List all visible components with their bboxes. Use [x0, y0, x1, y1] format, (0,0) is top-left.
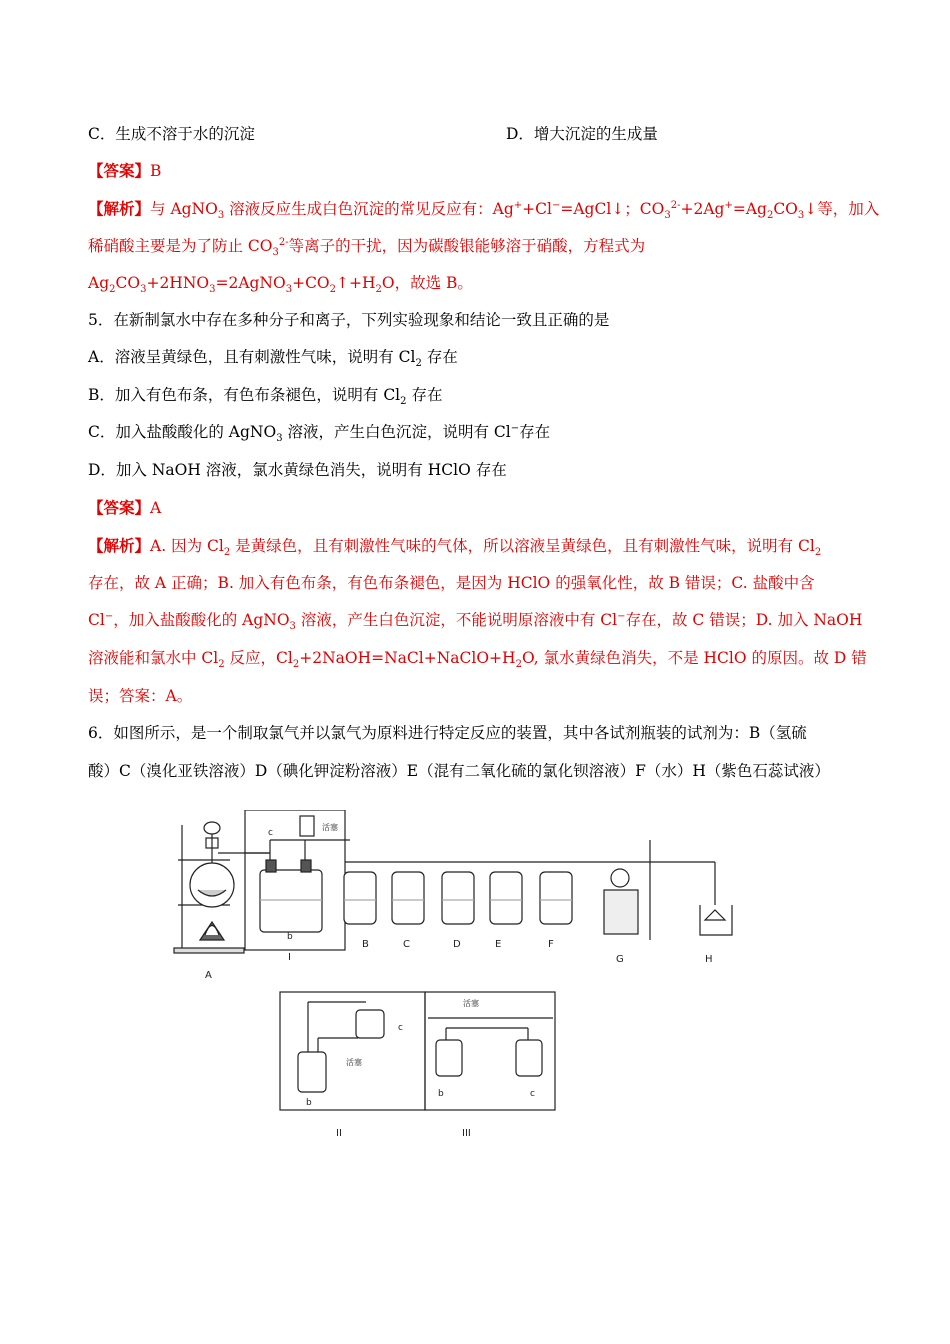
- label-a: A: [205, 970, 212, 981]
- q4-option-d: D．增大沉淀的生成量: [506, 125, 658, 143]
- apparatus-g: [590, 840, 715, 940]
- label-b: B: [362, 939, 369, 950]
- label-c-ii: c: [398, 1023, 403, 1033]
- answer-value: A: [150, 499, 162, 517]
- q5-stem: 5．在新制氯水中存在多种分子和离子，下列实验现象和结论一致且正确的是: [88, 311, 610, 329]
- label-d: D: [453, 939, 461, 950]
- label-g: G: [616, 954, 624, 965]
- q5-option-d: D．加入 NaOH 溶液，氯水黄绿色消失，说明有 HClO 存在: [88, 461, 507, 479]
- label-c: C: [403, 939, 410, 950]
- label-valve-top: 活塞: [322, 823, 338, 832]
- label-i: I: [288, 952, 291, 963]
- label-h: H: [705, 954, 713, 965]
- label-b-top: b: [287, 932, 293, 942]
- q5-option-c: C．加入盐酸酸化的 AgNO$_3$ 溶液，产生白色沉淀，说明有 Cl−存在: [88, 422, 551, 445]
- q5-option-a: A．溶液呈黄绿色，且有刺激性气味，说明有 $Cl_2$ 存在: [88, 348, 458, 370]
- label-e: E: [495, 939, 502, 950]
- answer-tag: 【答案】: [88, 161, 151, 180]
- q4-answer: [88, 160, 161, 182]
- answer-tag: 【答案】: [88, 498, 151, 517]
- q5-analysis-line-2: 存在，故 A 正确；B. 加入有色布条，有色布条褪色，是因为 HClO 的强氧化性，故 B 错误；C. 盐酸中含: [88, 574, 815, 592]
- q5-analysis-line-1: 【解析】A. 因为 $Cl_2$ 是黄绿色，且有刺激性气味的气体，所以溶液呈黄绿色，且有刺激性气味，说明有 $Cl_2$: [88, 536, 822, 559]
- q6-stem-line-2: 酸）C（溴化亚铁溶液）D（碘化钾淀粉溶液）E（混有二氧化硫的氯化钡溶液）F（水）H（紫色石蕊试液）: [88, 762, 830, 780]
- apparatus-iii: [425, 992, 555, 1110]
- label-iii: III: [462, 1128, 471, 1139]
- q5-analysis-line-5: 误；答案：A。: [88, 687, 193, 705]
- apparatus-h: [700, 905, 732, 935]
- q6-stem-line-1: 6．如图所示，是一个制取氯气并以氯气为原料进行特定反应的装置，其中各试剂瓶装的试剂为：B（氢硫: [88, 724, 807, 742]
- apparatus-figure-ii-iii: [278, 990, 563, 1140]
- bottles-b-f: [344, 862, 590, 924]
- label-f: F: [548, 939, 554, 950]
- analysis-tag: 【解析】: [88, 536, 151, 555]
- answer-value: B: [150, 162, 162, 180]
- apparatus-ii: [280, 992, 425, 1110]
- q5-option-b: B．加入有色布条，有色布条褪色，说明有 $Cl_2$ 存在: [88, 386, 443, 408]
- q4-analysis-line-2: 稀硝酸主要是为了防止 $CO_3^{2-}$等离子的干扰，因为碳酸银能够溶于硝酸，方程式为: [88, 236, 646, 259]
- label-ii: II: [336, 1128, 342, 1139]
- q5-answer: [88, 497, 161, 519]
- q5-analysis-line-3: Cl−，加入盐酸酸化的 AgNO$_3$ 溶液，产生白色沉淀，不能说明原溶液中有 Cl−存在，故 C 错误；D. 加入 NaOH: [88, 610, 863, 633]
- label-b-iii: b: [438, 1089, 444, 1099]
- q4-option-c: C．生成不溶于水的沉淀 D．增大沉淀的生成量: [88, 125, 658, 143]
- label-valve-iii: 活塞: [463, 999, 479, 1008]
- label-c-top: c: [268, 828, 273, 838]
- label-valve-ii: 活塞: [346, 1058, 362, 1067]
- apparatus-a: [174, 822, 270, 953]
- apparatus-i: [245, 810, 350, 950]
- label-b-ii: b: [306, 1098, 312, 1108]
- q5-analysis-line-4: 溶液能和氯水中 $Cl_2$ 反应，$Cl_2+2NaOH=NaCl+NaClO+H_2O$, 氯水黄绿色消失，不是 HClO 的原因。故 D 错: [88, 649, 867, 671]
- label-c-iii: c: [530, 1089, 535, 1099]
- apparatus-figure: [160, 810, 740, 985]
- q4-analysis-line-3: $Ag_2CO_3+2HNO_3=2AgNO_3+CO_2↑+H_2O$，故选 B。: [88, 274, 473, 296]
- analysis-tag: 【解析】: [88, 199, 151, 218]
- q4-analysis-line-1: 【解析】与 AgNO$_3$ 溶液反应生成白色沉淀的常见反应有：Ag++Cl−=AgCl↓；$CO_3^{2-}+2Ag^+=Ag_2CO_3↓$等，加入: [88, 199, 880, 222]
